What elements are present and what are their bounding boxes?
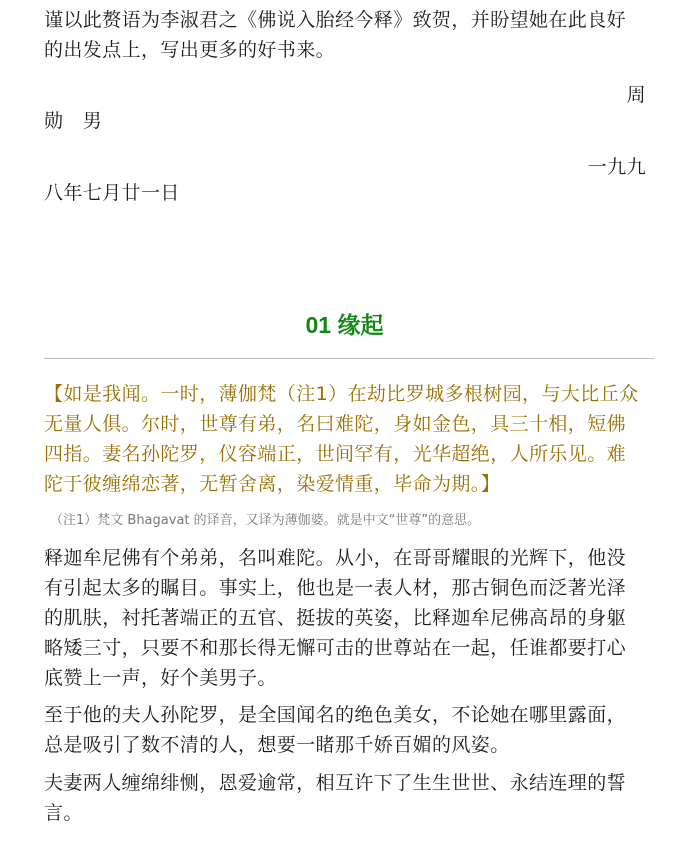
body-line: 总是吸引了数不清的人，想要一睹那千娇百媚的风姿。 (44, 734, 510, 756)
sutra-quote-line: 四指。妻名孙陀罗，仪容端正，世间罕有，光华超绝，人所乐见。难 (44, 443, 627, 465)
preface-author-part: 周 (626, 84, 646, 106)
preface-date-part: 八年七月廿一日 (44, 182, 180, 204)
preface-author-part: 勋 男 (44, 110, 103, 132)
body-line: 的肌肤，衬托著端正的五官、挺拔的英姿，比释迦牟尼佛高昂的身躯 (44, 607, 627, 629)
body-line: 略矮三寸，只要不和那长得无懈可击的世尊站在一起，任谁都要打心 (44, 637, 627, 659)
body-line: 言。 (44, 802, 83, 824)
body-line: 底赞上一声，好个美男子。 (44, 667, 277, 689)
preface-closing-line: 的出发点上，写出更多的好书来。 (44, 39, 336, 61)
preface-closing-line: 谨以此赘语为李淑君之《佛说入胎经今释》致贺，并盼望她在此良好 (44, 9, 627, 31)
body-line: 释迦牟尼佛有个弟弟，名叫难陀。从小，在哥哥耀眼的光辉下，他没 (44, 547, 627, 569)
sutra-quote-line: 无量人俱。尔时，世尊有弟，名曰难陀，身如金色，具三十相，短佛 (44, 413, 627, 435)
body-line: 至于他的夫人孙陀罗，是全国闻名的绝色美女，不论她在哪里露面， (44, 704, 627, 726)
preface-closing (44, 5, 646, 65)
sutra-quote-line: 陀于彼缠绵恋著，无暂舍离，染爱情重，毕命为期。】 (44, 473, 501, 495)
footnote: （注1）梵文 Bhagavat 的译音，又译为薄伽婆。就是中文“世尊”的意思。 (50, 513, 481, 528)
chapter-divider (44, 358, 654, 359)
preface-date-part: 一九九 (587, 156, 646, 178)
body-paragraph (44, 768, 646, 828)
body-line: 夫妻两人缠绵绯恻，恩爱逾常，相互许下了生生世世、永结连理的誓 (44, 772, 627, 794)
body-line: 有引起太多的瞩目。事实上，他也是一表人材，那古铜色而泛著光泽 (44, 577, 627, 599)
chapter-title: 01 缘起 (305, 312, 384, 338)
body-paragraph (44, 543, 646, 693)
sutra-quote-line: 【如是我闻。一时，薄伽梵（注1）在劫比罗城多根树园，与大比丘众 (44, 383, 639, 405)
body-paragraph (44, 700, 646, 760)
sutra-quote (44, 379, 646, 499)
